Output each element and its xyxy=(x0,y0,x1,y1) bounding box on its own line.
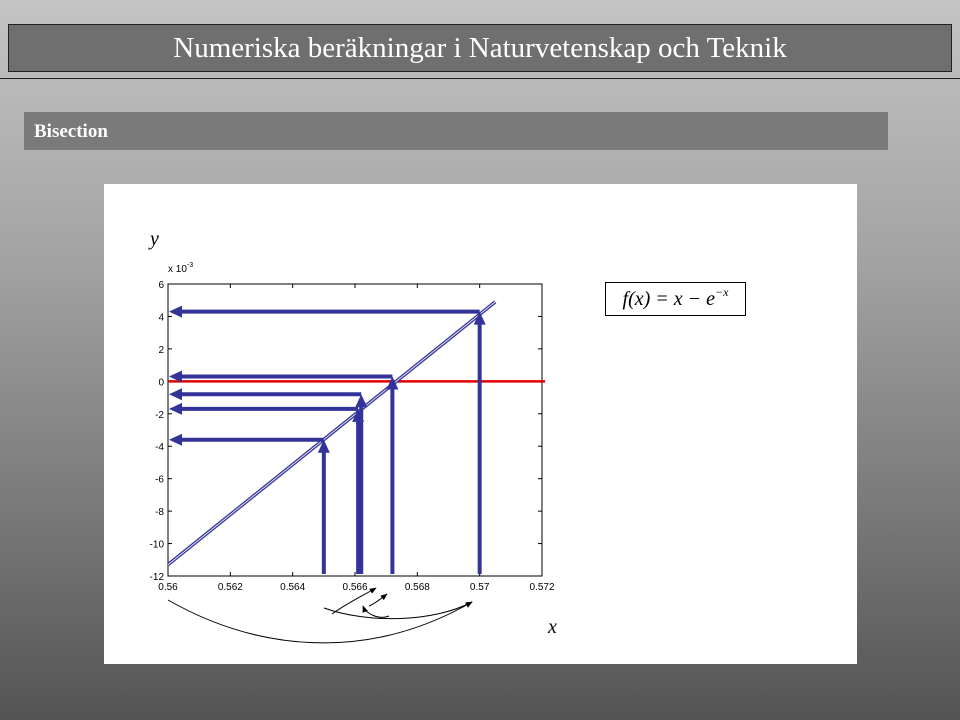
horizontal-arrowhead xyxy=(169,434,182,446)
iteration-curve-1 xyxy=(168,600,472,643)
iteration-curves xyxy=(168,588,472,643)
formula-box xyxy=(605,282,746,316)
function-line-highlight xyxy=(168,302,495,565)
horizontal-arrowhead xyxy=(169,403,182,415)
y-tick-label: 0 xyxy=(158,377,164,389)
figure-panel xyxy=(104,184,857,664)
y-tick-label: 2 xyxy=(158,344,164,356)
iteration-curve-5 xyxy=(369,594,387,606)
bisection-chart xyxy=(104,184,857,664)
y-axis-label: y xyxy=(150,228,159,250)
y-tick-label: -10 xyxy=(149,539,164,551)
x-tick-label: 0.568 xyxy=(404,582,430,593)
x-tick-label: 0.56 xyxy=(158,582,178,593)
x-tick-label: 0.572 xyxy=(529,582,555,593)
formula-exponent: −x xyxy=(715,285,729,299)
section-heading: Bisection xyxy=(24,112,888,150)
x-axis-label: x xyxy=(548,616,557,638)
y-exponent-label: x $10^{-3}$ xyxy=(168,262,194,275)
title-divider xyxy=(0,78,960,79)
horizontal-arrowhead xyxy=(169,388,182,400)
formula-text: f(x) = x − e xyxy=(622,288,716,310)
plot-frame xyxy=(168,284,542,576)
slide-title: Numeriska beräkningar i Naturvetenskap och Teknik xyxy=(8,24,952,72)
x-tick-label: 0.566 xyxy=(342,582,368,593)
y-tick-label: -8 xyxy=(155,507,164,519)
y-tick-label: -4 xyxy=(155,442,164,454)
y-tick-label: -2 xyxy=(155,409,164,421)
horizontal-arrowhead xyxy=(169,306,182,318)
x-tick-label: 0.57 xyxy=(469,582,490,593)
x-tick-label: 0.562 xyxy=(217,582,243,593)
y-tick-label: -12 xyxy=(149,572,164,583)
y-tick-label: 4 xyxy=(158,312,164,324)
y-tick-label: -6 xyxy=(155,474,164,486)
iteration-curve-4 xyxy=(363,606,389,617)
y-tick-label: 6 xyxy=(158,280,164,291)
x-tick-label: 0.564 xyxy=(280,582,306,593)
